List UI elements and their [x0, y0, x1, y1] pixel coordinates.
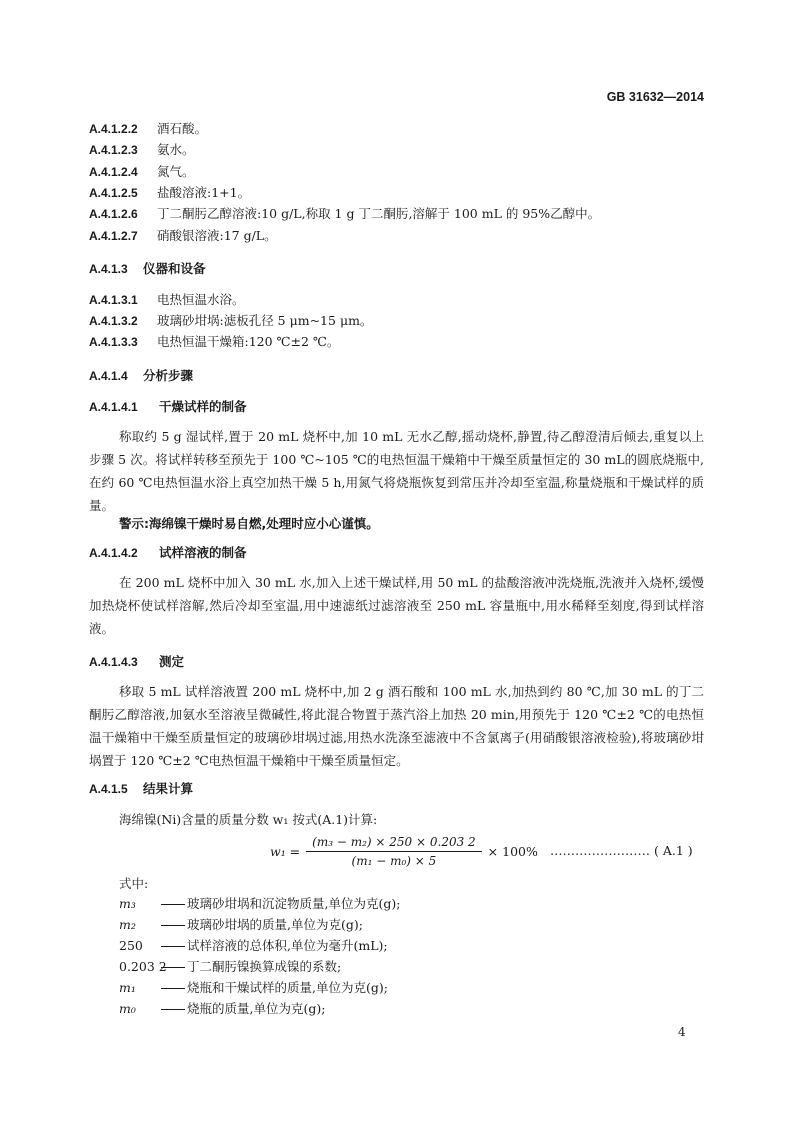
clause-text: 氨水。 — [157, 142, 195, 157]
clause-number: A.4.1.4.3 — [89, 655, 138, 669]
paragraph-sample-drying: 称取约 5 g 湿试样,置于 20 mL 烧杯中,加 10 mL 无水乙醇,摇动烧杯,静置,待乙醇澄清后倾去,重复以上步骤 5 次。将试样转移至预先于 100 ℃~105 ℃的电热恒温干燥箱中干燥至质量恒定的 30 mL的圆底烧瓶中,在约 60 ℃电热恒温水浴上真空加热干燥 5 h,用氮气将烧瓶恢复到常压并冷却至室温,称量烧瓶和干燥试样的质量。 — [89, 429, 704, 513]
section-title: 分析步骤 — [143, 368, 194, 383]
variable-definition — [119, 998, 325, 1019]
instrument-item — [89, 312, 372, 330]
section-title: 结果计算 — [143, 781, 194, 796]
reagent-item — [89, 184, 250, 202]
result-intro: 海绵镍(Ni)含量的质量分数 w₁ 按式(A.1)计算: — [119, 812, 378, 827]
clause-number: A.4.1.4.1 — [89, 400, 138, 414]
variable-description: 玻璃砂坩埚和沉淀物质量,单位为克(g); — [187, 896, 401, 911]
reagent-item — [89, 120, 207, 138]
instrument-item — [89, 333, 339, 351]
dash-rule — [161, 904, 185, 905]
clause-number: A.4.1.3.3 — [89, 335, 138, 349]
dash-rule — [161, 967, 185, 968]
section-heading-instruments — [89, 260, 206, 278]
paragraph-determination: 移取 5 mL 试样溶液置 200 mL 烧杯中,加 2 g 酒石酸和 100 mL 水,加热到约 80 ℃,加 30 mL 的丁二酮肟乙醇溶液,加氨水至溶液呈微碱性,将此混合物置于蒸汽浴上加热 20 min,用预先于 120 ℃±2 ℃的电热恒温干燥箱中干燥至质量恒定的玻璃砂坩埚过滤,用热水洗涤至滤液中不含氯离子(用硝酸银溶液检验),将玻璃砂坩埚置于 120 ℃±2 ℃电热恒温干燥箱中干燥至质量恒定。 — [89, 684, 704, 768]
variable-symbol: 250 — [119, 938, 143, 953]
clause-text: 电热恒温水浴。 — [157, 292, 245, 307]
variable-symbol: m₀ — [119, 1001, 136, 1016]
variable-definition — [119, 893, 400, 914]
section-title: 试样溶液的制备 — [159, 545, 247, 560]
formula-denominator: (m₁ − m₀) × 5 — [351, 854, 437, 868]
variable-definition — [119, 977, 388, 998]
section-heading-analysis — [89, 367, 193, 385]
paragraph-solution-prep: 在 200 mL 烧杯中加入 30 mL 水,加入上述干燥试样,用 50 mL 的盐酸溶液冲洗烧瓶,洗液并入烧杯,缓慢加热烧杯使试样溶解,然后冷却至室温,用中速滤纸过滤溶液至 250 mL 容量瓶中,用水稀释至刻度,得到试样溶液。 — [89, 575, 704, 636]
reagent-item — [89, 141, 195, 159]
clause-text: 硝酸银溶液:17 g/L。 — [157, 228, 277, 243]
variable-description: 试样溶液的总体积,单位为毫升(mL); — [187, 938, 388, 953]
reagent-item — [89, 227, 277, 245]
formula-lhs: w₁ = — [270, 844, 301, 859]
reagent-item — [89, 163, 195, 181]
reagent-item — [89, 205, 600, 223]
instrument-item — [89, 291, 245, 309]
formula-a1 — [270, 835, 538, 868]
clause-number: A.4.1.4 — [89, 369, 128, 383]
section-title: 仪器和设备 — [143, 261, 206, 276]
clause-number: A.4.1.2.7 — [89, 229, 138, 243]
dash-rule — [161, 1009, 185, 1010]
clause-number: A.4.1.4.2 — [89, 546, 138, 560]
warning-note: 警示:海绵镍干燥时易自燃,处理时应小心谨慎。 — [119, 516, 379, 531]
equation-number: …………………… ( A.1 ) — [550, 843, 693, 858]
clause-text: 玻璃砂坩埚:滤板孔径 5 μm~15 μm。 — [157, 313, 373, 328]
clause-text: 盐酸溶液:1+1。 — [157, 185, 251, 200]
dash-rule — [161, 946, 185, 947]
clause-number: A.4.1.2.2 — [89, 122, 138, 136]
variable-definition — [119, 935, 388, 956]
clause-text: 酒石酸。 — [157, 121, 208, 136]
standard-code: GB 31632—2014 — [606, 90, 704, 104]
clause-text: 丁二酮肟乙醇溶液:10 g/L,称取 1 g 丁二酮肟,溶解于 100 mL 的 95%乙醇中。 — [157, 206, 601, 221]
formula-fraction — [306, 835, 482, 868]
variable-symbol: m₁ — [119, 980, 136, 995]
variable-definition — [119, 956, 341, 977]
page-number: 4 — [678, 1025, 686, 1039]
subsection-heading-determination — [89, 653, 184, 671]
subsection-heading-sample-drying — [89, 398, 247, 416]
variable-symbol: 0.203 2 — [119, 959, 167, 974]
dash-rule — [161, 988, 185, 989]
variable-description: 玻璃砂坩埚的质量,单位为克(g); — [187, 917, 363, 932]
variable-definition — [119, 914, 363, 935]
clause-number: A.4.1.2.4 — [89, 165, 138, 179]
variable-description: 丁二酮肟镍换算成镍的系数; — [187, 959, 342, 974]
variable-description: 烧瓶和干燥试样的质量,单位为克(g); — [187, 980, 388, 995]
clause-number: A.4.1.2.3 — [89, 143, 138, 157]
section-title: 干燥试样的制备 — [159, 399, 247, 414]
formula-rhs: × 100% — [487, 844, 538, 859]
clause-number: A.4.1.3.1 — [89, 293, 138, 307]
where-label: 式中: — [119, 876, 149, 891]
clause-number: A.4.1.2.5 — [89, 186, 138, 200]
clause-number: A.4.1.5 — [89, 782, 128, 796]
section-heading-results — [89, 780, 193, 798]
section-title: 测定 — [159, 654, 185, 669]
dash-rule — [161, 925, 185, 926]
clause-number: A.4.1.3.2 — [89, 314, 138, 328]
clause-text: 氮气。 — [157, 164, 195, 179]
subsection-heading-solution-prep — [89, 544, 247, 562]
variable-symbol: m₃ — [119, 896, 136, 911]
variable-description: 烧瓶的质量,单位为克(g); — [187, 1001, 326, 1016]
formula-numerator: (m₃ − m₂) × 250 × 0.203 2 — [306, 835, 482, 852]
clause-text: 电热恒温干燥箱:120 ℃±2 ℃。 — [157, 334, 340, 349]
variable-symbol: m₂ — [119, 917, 136, 932]
clause-number: A.4.1.2.6 — [89, 207, 138, 221]
clause-number: A.4.1.3 — [89, 262, 128, 276]
